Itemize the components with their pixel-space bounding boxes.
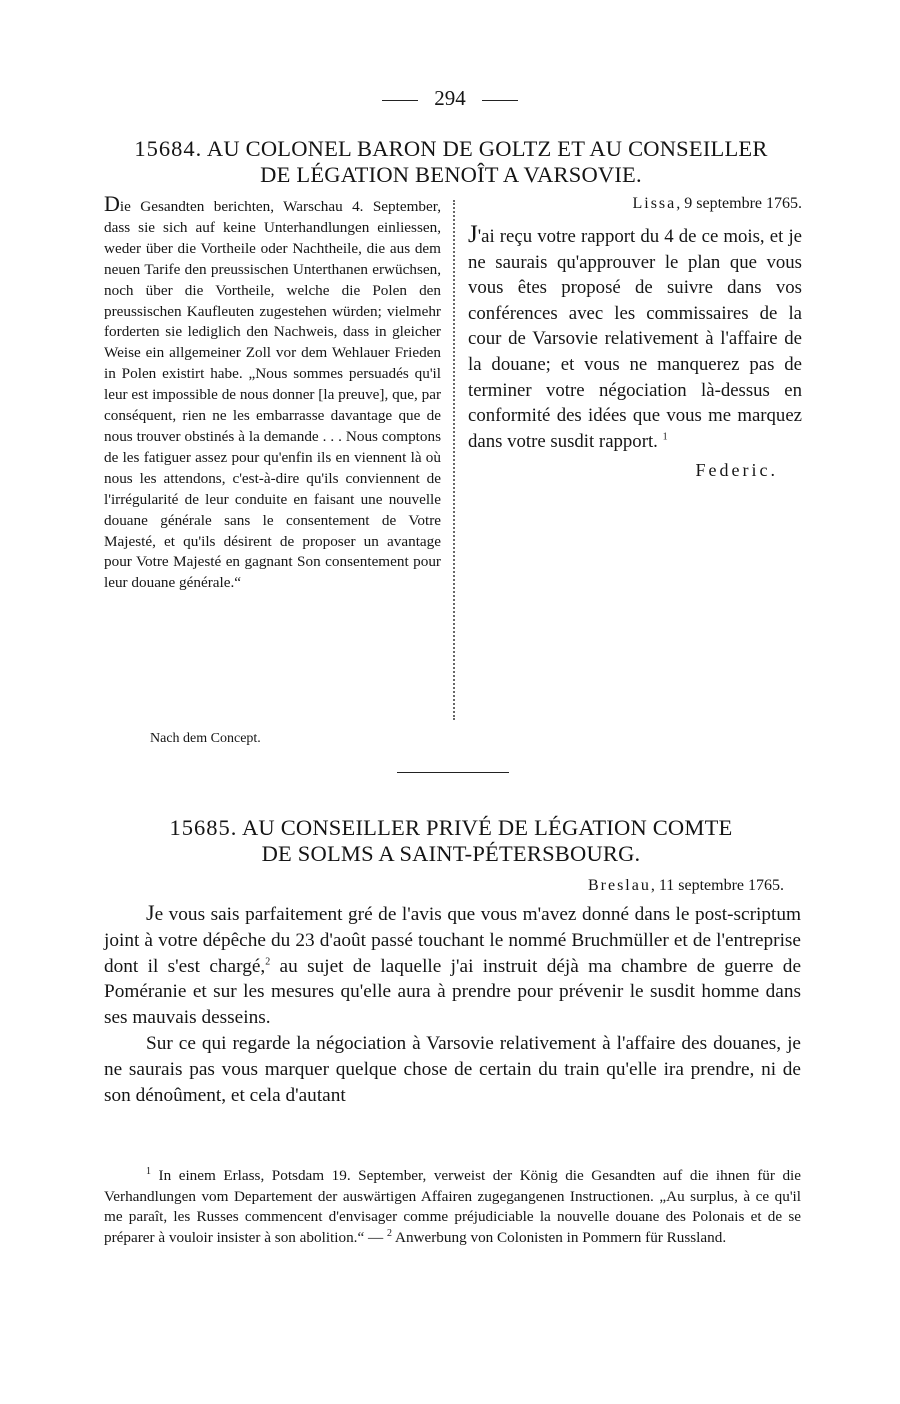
letter-15684-date-place: Lissa (632, 195, 677, 212)
letter-15684-number: 15684. (134, 136, 203, 161)
letter-15685-paragraph-1-text-b: au sujet de laquelle j'ai instruit déjà ma chambre de guerre de Poméranie et sur les mesures qu'elle aura à prendre pour prévenir le susdit homme dans ses mauvais desseins. (104, 955, 801, 1029)
letter-15684-signature: Federic. (695, 460, 778, 481)
letter-15684-heading-line1 (100, 136, 802, 162)
letter-15685-body (104, 900, 801, 1108)
footnote-1-mark: 1 (146, 1165, 151, 1177)
footnote-2-mark: 2 (387, 1227, 393, 1239)
letter-15684-body-column (468, 194, 802, 484)
letter-15684-heading-title-1: AU COLONEL BARON DE GOLTZ ET AU CONSEILLER (206, 136, 768, 161)
section-separator (397, 772, 509, 773)
letter-15685-initial: J (146, 900, 155, 925)
letter-15684-body (468, 222, 802, 454)
letter-15685-date (104, 876, 784, 896)
letter-15685-number: 15685. (169, 815, 238, 840)
letter-15685-paragraph-1 (104, 900, 801, 1031)
footnotes (104, 1166, 801, 1248)
letter-15684-date (468, 194, 802, 214)
letter-15684-summary (104, 191, 441, 594)
page-number-right-rule (482, 100, 518, 101)
letter-15685-paragraph-1-text-a: e vous sais parfaitement gré de l'avis que vous m'avez donné dans le post-scriptum joint à votre dépêche du 23 d'août passé touchant le nommé Bruchmüller et de l'entreprise dont il s'est chargé, (104, 904, 801, 977)
footnote-2-text: Anwerbung von Colonisten in Pommern für Russland. (392, 1228, 727, 1246)
footnote-ref-2: 2 (265, 956, 271, 968)
letter-15685-heading-line2: DE SOLMS A SAINT-PÉTERSBOURG. (261, 841, 641, 866)
letter-15684-body-text: 'ai reçu votre rapport du 4 de ce mois, et je ne saurais qu'approuver le plan que vous vous êtes proposé de suivre dans vos conférences avec les commissaires de la cour de Varsovie relativement à l'affaire de la douane; et vous ne manquerez pas de terminer votre négociation là-dessus en conformité des idées que vous me marquez dans votre susdit rapport. (468, 226, 802, 452)
letter-15685-heading-title-1: AU CONSEILLER PRIVÉ DE LÉGATION COMTE (241, 815, 733, 840)
letter-15684-heading-line2: DE LÉGATION BENOÎT A VARSOVIE. (260, 162, 642, 187)
letter-15685-heading-line1 (100, 815, 802, 841)
summary-initial: D (104, 191, 120, 216)
footnote-1 (104, 1166, 801, 1248)
footnote-1-text: In einem Erlass, Potsdam 19. September, verweist der König die Gesandten auf die ihnen für die Verhandlungen vom Departement der auswärtigen Affairen zugegangenen Instructionen. „Au surplus, à ce qu'il me paraît, les Russes commencent d'envisager comme préjudiciable la nouvelle douane des Polonais et de se préparer à vouloir insister à son abolition.“ — (104, 1167, 801, 1246)
footnote-ref-1: 1 (662, 431, 668, 443)
letter-15684-date-rest: , 9 septembre 1765. (676, 195, 802, 212)
letter-15685-heading (100, 815, 802, 867)
letter-15685-date-place: Breslau (587, 877, 651, 894)
page-number (0, 86, 900, 111)
page-number-text: 294 (434, 86, 466, 110)
source-note: Nach dem Concept. (150, 731, 261, 746)
letter-15685-paragraph-2: Sur ce qui regarde la négociation à Varsovie relativement à l'affaire des douanes, je ne saurais pas vous marquer quelque chose de certain du train qu'elle ira prendre, ni de son dénoûment, et cela d'autant (104, 1032, 801, 1106)
column-divider (453, 200, 455, 720)
letter-15684-heading (100, 136, 802, 188)
body-initial: J (468, 221, 478, 248)
summary-text: ie Gesandten berichten, Warschau 4. September, dass sie sich auf keine Unterhandlungen einliessen, weder über die Vortheile oder Nachtheile, die aus dem neuen Tarife den preussischen Unterthanen erwüchsen, noch über die Vortheile, welche die Polen den preussischen Kaufleuten zugestehen würden; vielmehr forderten sie lediglich den Nachweis, dass in gleicher Weise ein allgemeiner Zoll vor dem Wehlauer Frieden in Polen existirt habe. „Nous sommes persuadés qu'il leur est impossible de nous donner [la preuve], que, par conséquent, rien ne les embarrasse davantage que de nous trouver obstinés à la demande . . . Nous comptons de les fatiguer assez pour qu'enfin ils en viennent là où nous les attendons, c'est-à-dire qu'ils conviennent de l'irrégularité de leur conduite en faisant une nouvelle douane générale sans le consentement de Votre Majesté, et qu'ils désirent de proposer un avantage pour Votre Majesté en gagnant Son consentement pour leur douane générale.“ (104, 198, 441, 592)
letter-15685-date-rest: , 11 septembre 1765. (650, 877, 784, 894)
page-number-left-rule (382, 100, 418, 101)
letter-15684-summary-column (104, 191, 441, 594)
